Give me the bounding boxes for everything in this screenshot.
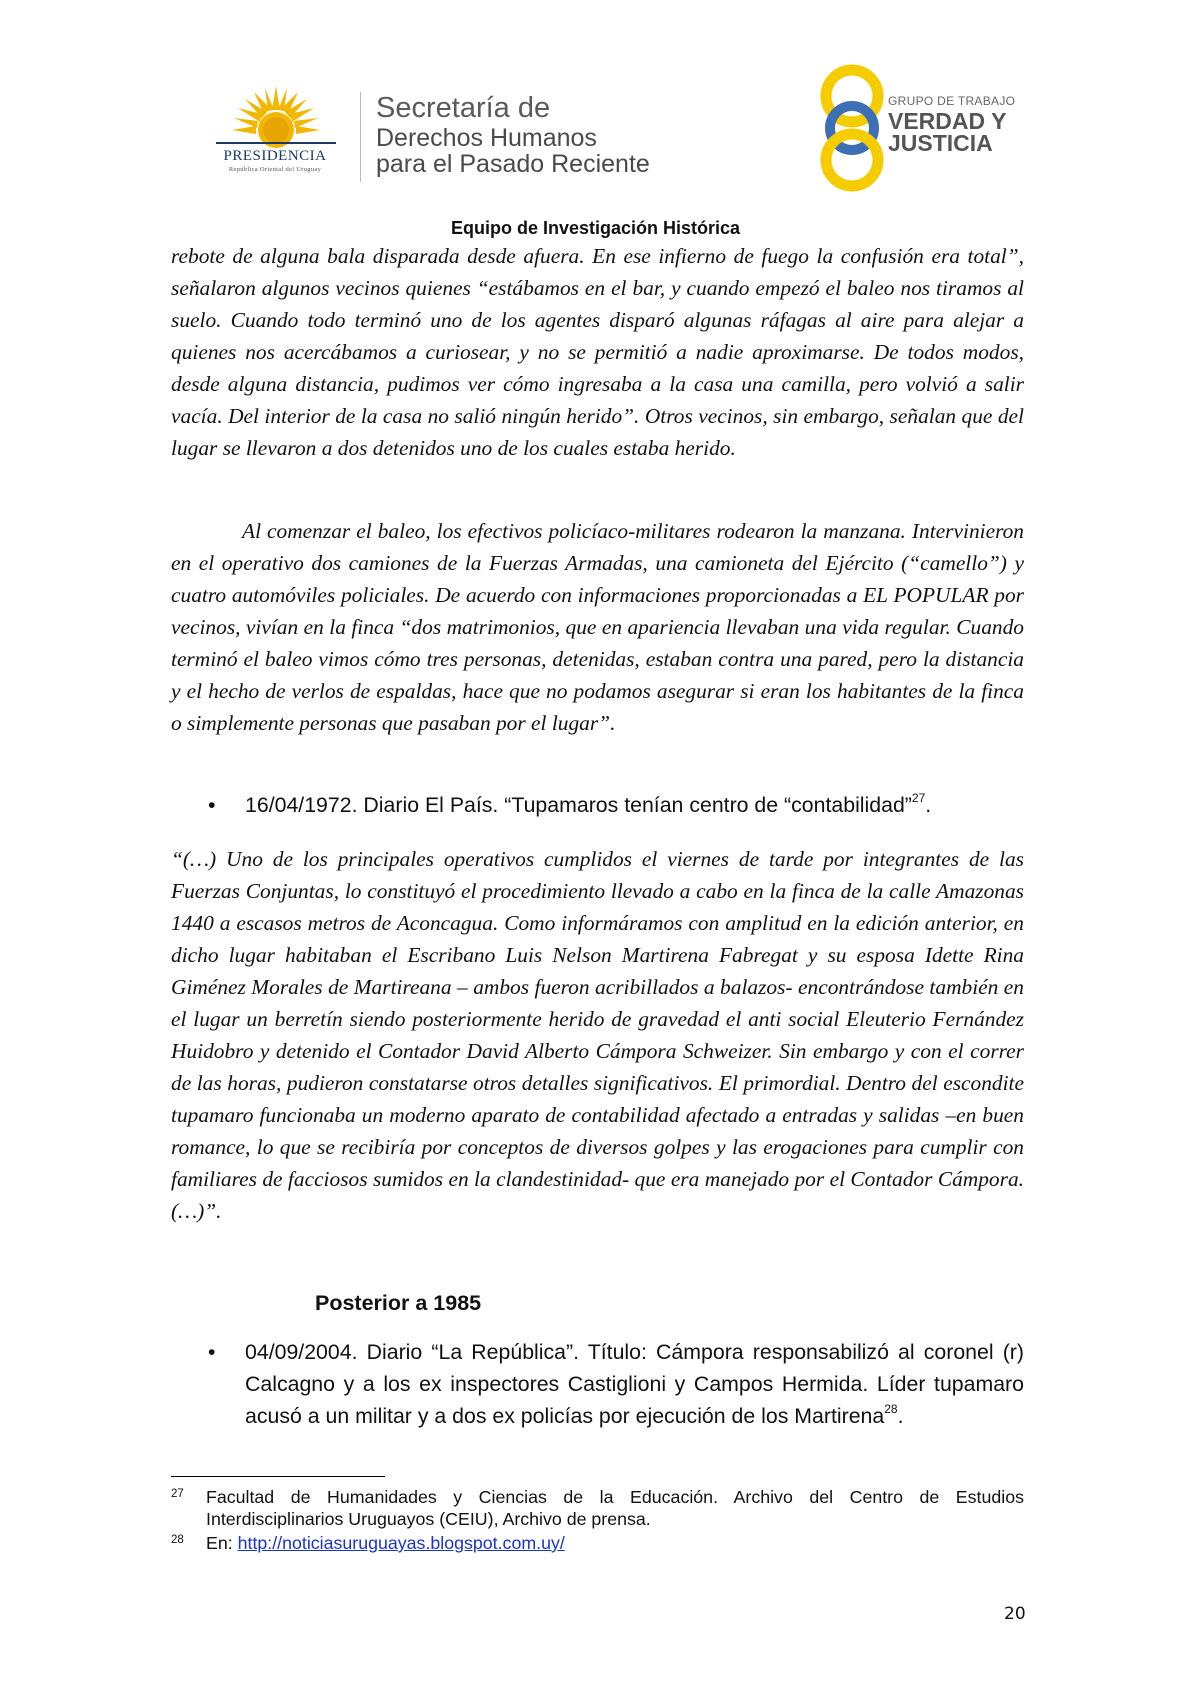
verdad-justicia-rings-logo bbox=[812, 62, 892, 192]
header-divider bbox=[360, 92, 361, 182]
footnote-ref-27[interactable]: 27 bbox=[911, 790, 926, 805]
quote-paragraph-2: Al comenzar el baleo, los efectivos policíaco-militares rodearon la manzana. Intervinieron en el operativo dos camiones de la Fuerzas Armadas, una camioneta del Ejército (“camello”) y cuatro automóviles policiales. De acuerdo con informaciones proporcionadas a EL POPULAR por vecinos, vivían en la finca “dos matrimonios, que en apariencia llevaban una vida regular. Cuando terminó el baleo vimos cómo tres personas, detenidas, estaban contra una pared, pero la distancia y el hecho de verlos de espaldas, hace que no podamos asegurar si eran los habitantes de la finca o simplemente personas que pasaban por el lugar”. bbox=[171, 519, 1024, 735]
presidencia-label: PRESIDENCIA bbox=[223, 148, 327, 164]
bullet-2-end: . bbox=[897, 1404, 904, 1428]
bullet-symbol: • bbox=[208, 793, 216, 817]
footnote-separator bbox=[171, 1476, 385, 1477]
quote-paragraph-1: rebote de alguna bala disparada desde afuera. En ese infierno de fuego la confusión era total”, señalaron algunos vecinos quienes “estábamos en el bar, y cuando empezó el baleo nos tiramos al suelo. Cuando todo terminó uno de los agentes disparó algunas ráfagas al aire para alejar a quienes nos acercábamos a curiosear, y no se permitió a nadie aproximarse. De todos modos, desde alguna distancia, pudimos ver cómo ingresaba a la casa una camilla, pero volvió a salir vacía. Del interior de la casa no salió ningún herido”. Otros vecinos, sin embargo, señalan que del lugar se llevaron a dos detenidos uno de los cuales estaba herido. bbox=[171, 244, 1024, 460]
bullet-1-end: . bbox=[925, 793, 932, 817]
presidencia-subtitle: República Oriental del Uruguay bbox=[228, 166, 322, 173]
page-number: 20 bbox=[1004, 1604, 1026, 1624]
verdad-label: VERDAD Y bbox=[888, 108, 1007, 134]
footnote-ref-28[interactable]: 28 bbox=[884, 1401, 898, 1416]
footnote-prefix: En: bbox=[206, 1533, 238, 1553]
bullet-2-text: 04/09/2004. Diario “La República”. Título: Cámpora responsabilizó al coronel (r) Calcagno y a los ex inspectores Castiglioni y Campos Hermida. Líder tupamaro acusó a un militar y a dos ex policías por ejecución de los Martirena bbox=[245, 1340, 1024, 1428]
footnote-number: 27 bbox=[171, 1488, 184, 1500]
quote-paragraph-3: “(…) Uno de los principales operativos cumplidos el viernes de tarde por integrantes de las Fuerzas Conjuntas, lo constituyó el procedimiento llevado a cabo en la finca de la calle Amazonas 1440 a escasos metros de Aconcagua. Como informáramos con amplitud en la edición anterior, en dicho lugar habitaban el Escribano Luis Nelson Martirena Fabregat y su esposa Idette Rina Giménez Morales de Martireana – ambos fueron acribillados a balazos- encontrándose también en el lugar un berretín siendo posteriormente herido de gravedad el anti social Eleuterio Fernández Huidobro y detenido el Contador David Alberto Cámpora Schweizer. Sin embargo y con el correr de las horas, pudieron constatarse otros detalles significativos. El primordial. Dentro del escondite tupamaro funcionaba un moderno aparato de contabilidad afectado a entradas y salidas –en buen romance, lo que se recibiría por conceptos de diversos golpes y las erogaciones para cumplir con familiares de facciosos sumidos en la clandestinidad- que era manejado por el Contador Cámpora. (…)”. bbox=[171, 847, 1024, 1223]
secretaria-title-line3: para el Pasado Reciente bbox=[376, 150, 650, 178]
justicia-label: JUSTICIA bbox=[888, 130, 993, 156]
secretaria-title-line1: Secretaría de bbox=[376, 92, 551, 124]
footnote-27 bbox=[171, 1486, 1024, 1530]
bullet-item-1 bbox=[208, 789, 1024, 821]
bullet-item-2 bbox=[208, 1336, 1024, 1432]
grupo-trabajo-label: GRUPO DE TRABAJO bbox=[888, 94, 1016, 108]
blog-link[interactable]: http://noticiasuruguayas.blogspot.com.uy/ bbox=[237, 1533, 565, 1553]
footnote-number: 28 bbox=[171, 1534, 184, 1546]
footnote-text: Facultad de Humanidades y Ciencias de la Educación. Archivo del Centro de Estudios Interdisciplinarios Uruguayos (CEIU), Archivo de prensa. bbox=[206, 1487, 1024, 1529]
section-heading: Posterior a 1985 bbox=[315, 1291, 482, 1315]
bullet-1-text: 16/04/1972. Diario El País. “Tupamaros tenían centro de “contabilidad” bbox=[245, 793, 912, 817]
footnote-28 bbox=[171, 1532, 1024, 1554]
team-title: Equipo de Investigación Histórica bbox=[450, 218, 741, 238]
secretaria-title-line2: Derechos Humanos bbox=[376, 124, 597, 152]
bullet-symbol: • bbox=[208, 1340, 216, 1364]
